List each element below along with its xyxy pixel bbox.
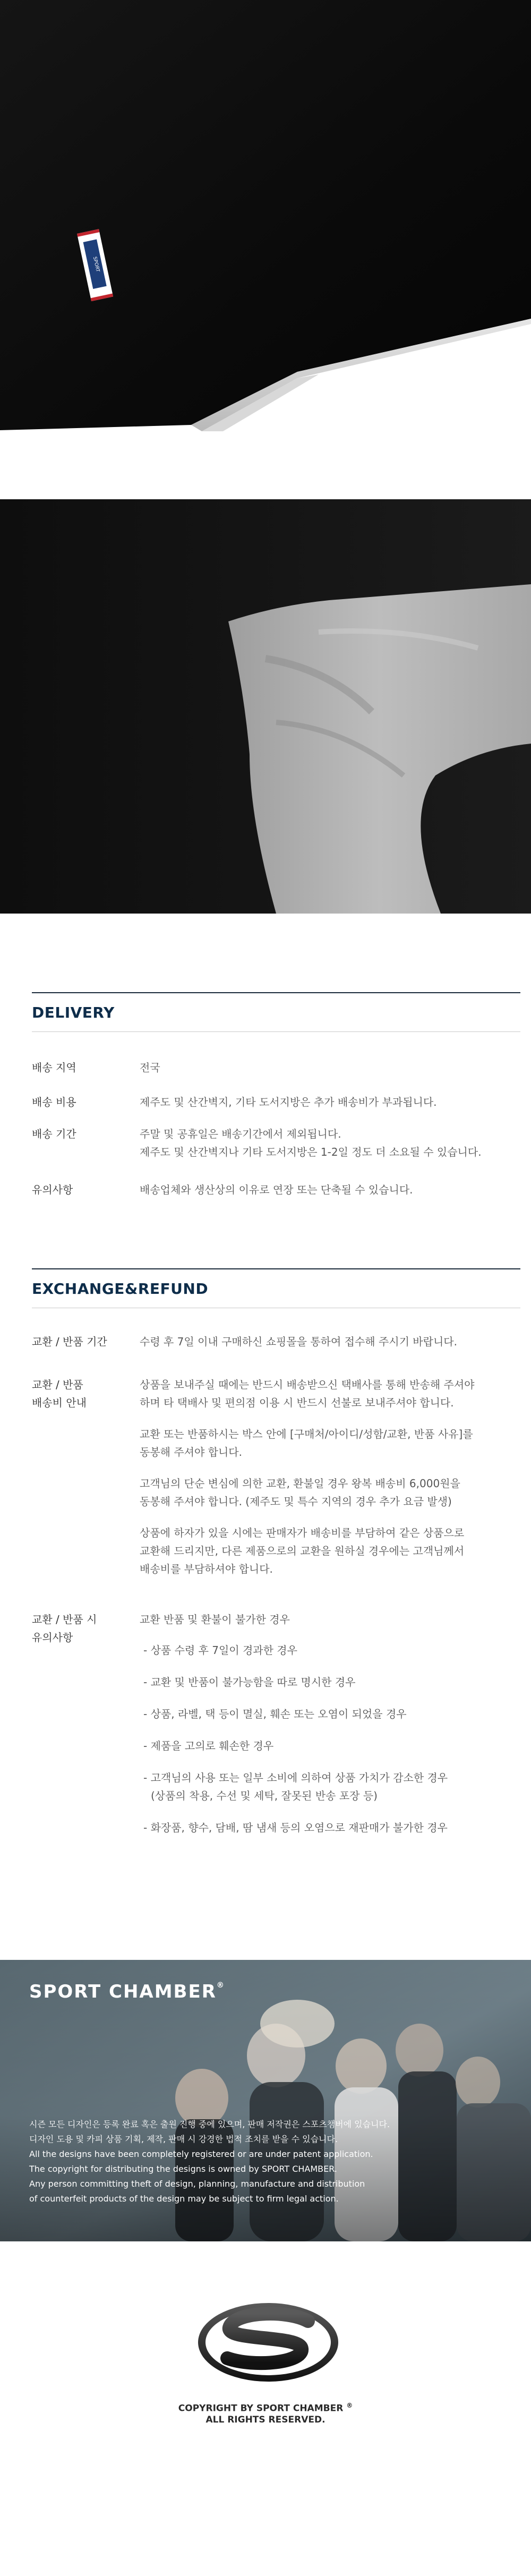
delivery-top-rule (32, 992, 520, 993)
exchange-notice-item: - 화장품, 향수, 담배, 땀 냄새 등의 오염으로 재판매가 불가한 경우 (143, 1821, 448, 1834)
delivery-label-notice: 유의사항 (32, 1183, 73, 1196)
delivery-value-notice: 배송업체와 생산상의 이유로 연장 또는 단축될 수 있습니다. (140, 1183, 413, 1196)
exchange-label-shipping: 교환 / 반품 배송비 안내 (32, 1378, 87, 1409)
exchange-notice-item: - 제품을 고의로 훼손한 경우 (143, 1739, 274, 1752)
delivery-value-period: 주말 및 공휴일은 배송기간에서 제외됩니다. 제주도 및 산간벽지나 기타 도서지방은 1-2일 정도 더 소요될 수 있습니다. (140, 1128, 482, 1158)
brand-banner (0, 1960, 531, 2241)
svg-text:SPORT: SPORT (91, 256, 100, 273)
delivery-title-rule (32, 1031, 520, 1032)
exchange-value-shipping-3: 고객님의 단순 변심에 의한 교환, 환불일 경우 왕복 배송비 6,000원을 동봉해 주셔야 합니다. (제주도 및 특수 지역의 경우 추가 요금 발생) (140, 1477, 460, 1508)
exchange-value-shipping-1: 상품을 보내주실 때에는 반드시 배송받으신 택배사를 통해 반송해 주셔야 하며 타 택배사 및 편의점 이용 시 반드시 선불로 보내주셔야 합니다. (140, 1378, 475, 1409)
delivery-value-cost: 제주도 및 산간벽지, 기타 도서지방은 추가 배송비가 부과됩니다. (140, 1096, 437, 1108)
exchange-notice-item: - 교환 및 반품이 불가능함을 따로 명시한 경우 (143, 1676, 356, 1688)
delivery-label-region: 배송 지역 (32, 1061, 76, 1074)
exchange-label-notice: 교환 / 반품 시 유의사항 (32, 1613, 97, 1644)
product-photo-fabric (0, 499, 531, 914)
exchange-label-period: 교환 / 반품 기간 (32, 1335, 107, 1348)
rights-text: ALL RIGHTS RESERVED. (205, 2415, 326, 2425)
exchange-value-shipping-4: 상품에 하자가 있을 시에는 판매자가 배송비를 부담하여 같은 상품으로 교환해 드리지만, 다른 제품으로의 교환을 원하실 경우에는 고객님께서 배송비를 부담하셔야 합니다. (140, 1526, 465, 1575)
exchange-top-rule (32, 1268, 520, 1269)
exchange-value-shipping-2: 교환 또는 반품하시는 박스 안에 [구매처/아이디/성함/교환, 반품 사유]를 동봉해 주셔야 합니다. (140, 1428, 473, 1458)
exchange-notice-item: - 상품, 라벨, 택 등이 멸실, 훼손 또는 오염이 되었을 경우 (143, 1708, 407, 1720)
product-photo-hem (0, 0, 531, 457)
copyright-text: COPYRIGHT BY SPORT CHAMBER ® (178, 2402, 353, 2414)
exchange-value-period: 수령 후 7일 이내 구매하신 쇼핑몰을 통하여 접수해 주시기 바랍니다. (140, 1335, 457, 1348)
exchange-title: EXCHANGE&REFUND (32, 1280, 209, 1298)
copyright-notice: 시즌 모든 디자인은 등록 완료 혹은 출원 진행 중에 있으며, 판매 저작권은 스포츠챔버에 있습니다. 디자인 도용 및 카피 상품 기획, 제작, 판매 시 강경한 법적 조치를 받을 수 있습니다. All the designs have been completely registered or are under patent application. The copyright for distributing the designs is owned by SPORT CHAMBER. Any person committing theft of design, planning, manufacture and distribution of counterfeit products of the design may be subject to firm legal action. (29, 2119, 390, 2204)
exchange-notice-intro: 교환 반품 및 환불이 불가한 경우 (140, 1613, 290, 1626)
delivery-label-period: 배송 기간 (32, 1128, 76, 1140)
brand-logo-text: SPORT CHAMBER® (29, 1981, 225, 2002)
delivery-value-region: 전국 (140, 1061, 160, 1074)
exchange-notice-item: - 상품 수령 후 7일이 경과한 경우 (143, 1644, 297, 1657)
delivery-title: DELIVERY (32, 1004, 115, 1021)
exchange-notice-item: - 고객님의 사용 또는 일부 소비에 의하여 상품 가치가 감소한 경우 (상품의 착용, 수선 및 세탁, 잘못된 반송 포장 등) (143, 1771, 448, 1802)
delivery-label-cost: 배송 비용 (32, 1096, 76, 1108)
sport-chamber-s-logo-icon (196, 2300, 340, 2385)
